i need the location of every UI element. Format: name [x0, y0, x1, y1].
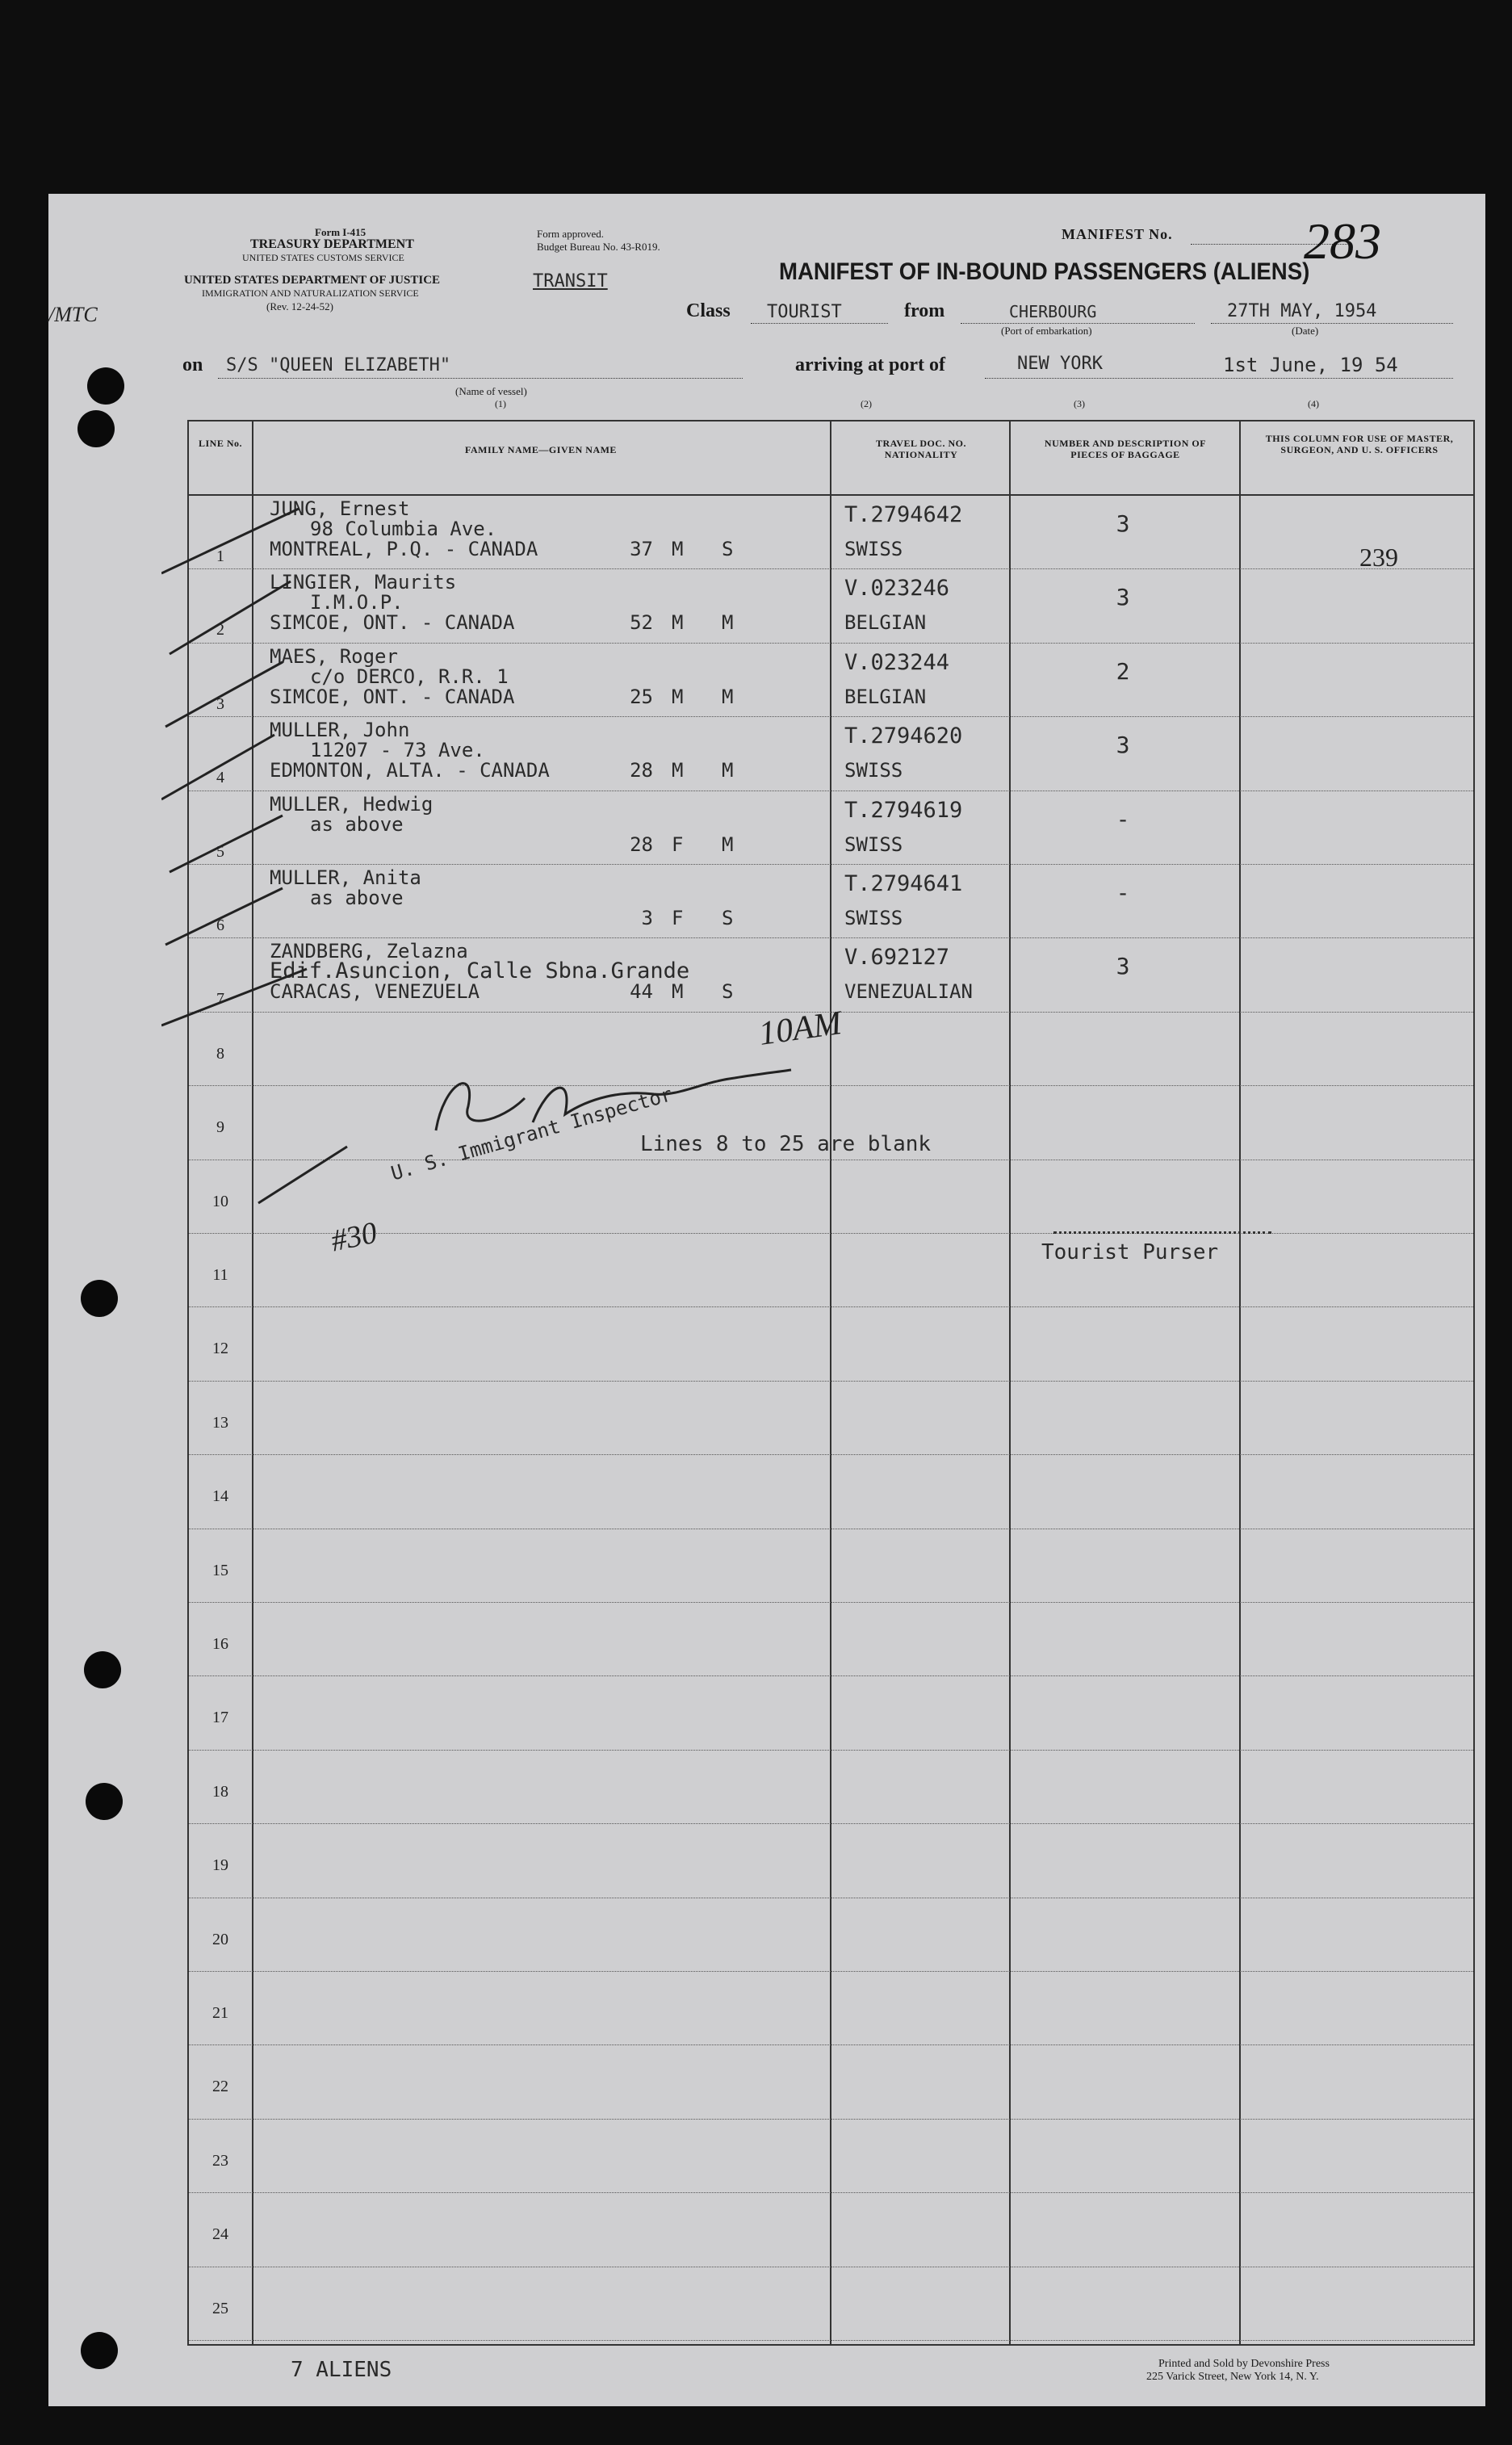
table-row — [189, 865, 1473, 938]
passenger-name: MAES, Roger — [270, 644, 398, 668]
passenger-address: 11207 - 73 Ave. — [310, 739, 485, 762]
line-number: 6 — [216, 916, 224, 934]
punch-hole — [77, 410, 115, 447]
dept-justice: UNITED STATES DEPARTMENT OF JUSTICE — [184, 274, 441, 287]
passenger-sex: F — [672, 907, 684, 929]
form-number: Form I-415 — [315, 226, 366, 238]
header-baggage: NUMBER AND DESCRIPTION OF PIECES OF BAGGAGE — [1044, 438, 1207, 460]
travel-doc-number: V.023246 — [844, 576, 950, 602]
passenger-age: 3 — [641, 907, 653, 929]
line-number: 15 — [212, 1561, 228, 1579]
table-row — [189, 717, 1473, 791]
column-number-2: (2) — [861, 398, 872, 409]
passenger-address: c/o DERCO, R.R. 1 — [310, 665, 509, 688]
line-number: 19 — [212, 1856, 228, 1875]
passenger-age: 44 — [630, 980, 653, 1004]
passenger-sex: M — [672, 759, 684, 782]
dept-treasury-sub: UNITED STATES CUSTOMS SERVICE — [242, 252, 404, 263]
line-number: 5 — [216, 842, 224, 861]
passenger-city: SIMCOE, ONT. - CANADA — [270, 685, 515, 708]
table-row — [189, 1603, 1473, 1676]
passenger-age: 28 — [630, 832, 653, 856]
nationality: SWISS — [844, 907, 903, 929]
embark-caption: (Port of embarkation) — [1001, 325, 1092, 337]
line-number: 1 — [216, 547, 224, 565]
passenger-table — [187, 420, 1475, 2346]
stamp-time: 10AM — [756, 1004, 844, 1053]
line-number: 4 — [216, 769, 224, 787]
nationality: BELGIAN — [844, 611, 927, 635]
passenger-sex: M — [672, 611, 684, 635]
from-label: from — [904, 300, 945, 321]
passenger-age: 25 — [630, 685, 653, 708]
passenger-marital-status: M — [722, 759, 734, 782]
passenger-city: EDMONTON, ALTA. - CANADA — [270, 759, 550, 782]
stamp-mark: #30 — [328, 1215, 380, 1259]
dept-treasury: TREASURY DEPARTMENT — [250, 237, 414, 251]
total-aliens: 7 ALIENS — [291, 2358, 392, 2382]
date-caption: (Date) — [1292, 325, 1319, 337]
class-label: Class — [686, 300, 731, 321]
vessel-name: S/S "QUEEN ELIZABETH" — [226, 355, 451, 375]
budget-bureau: Budget Bureau No. 43-R019. — [537, 241, 660, 253]
passenger-sex: M — [672, 685, 684, 708]
line-number: 8 — [216, 1044, 224, 1063]
header-line-no: LINE No. — [198, 438, 242, 449]
passenger-address: as above — [310, 812, 404, 836]
printer-line-1: Printed and Sold by Devonshire Press — [1158, 2358, 1330, 2370]
baggage-count: 3 — [1116, 584, 1130, 611]
passenger-age: 52 — [630, 611, 653, 635]
travel-doc-number: T.2794619 — [844, 797, 963, 823]
line-number: 24 — [212, 2225, 228, 2244]
dept-justice-sub: IMMIGRATION AND NATURALIZATION SERVICE — [202, 287, 419, 299]
passenger-name: MULLER, John — [270, 719, 410, 742]
table-row — [189, 1676, 1473, 1750]
baggage-count: 3 — [1116, 953, 1130, 980]
table-row — [189, 1898, 1473, 1972]
passenger-address: I.M.O.P. — [310, 591, 404, 614]
line-number: 14 — [212, 1487, 228, 1506]
line-number: 22 — [212, 2078, 228, 2096]
line-number: 18 — [212, 1782, 228, 1801]
from-value: CHERBOURG — [1009, 302, 1097, 321]
line-number: 10 — [212, 1192, 228, 1210]
punch-hole — [81, 1280, 118, 1317]
table-row — [189, 1529, 1473, 1603]
passenger-city: SIMCOE, ONT. - CANADA — [270, 611, 515, 635]
passenger-address: as above — [310, 887, 404, 909]
travel-doc-number: V.692127 — [844, 945, 950, 971]
line-number: 21 — [212, 2004, 228, 2022]
table-row — [189, 1972, 1473, 2045]
manifest-page — [48, 194, 1485, 2406]
table-row — [189, 1234, 1473, 1307]
header-name: FAMILY NAME—GIVEN NAME — [465, 444, 617, 455]
travel-doc-number: T.2794641 — [844, 871, 963, 896]
line-number: 16 — [212, 1635, 228, 1653]
table-row — [189, 569, 1473, 643]
line-number: 25 — [212, 2299, 228, 2317]
nationality: SWISS — [844, 759, 903, 782]
line-number: 7 — [216, 990, 224, 1009]
purser-label: Tourist Purser — [1041, 1240, 1219, 1264]
line-number: 9 — [216, 1118, 224, 1137]
passenger-name: LINGIER, Maurits — [270, 571, 457, 594]
table-row — [189, 2193, 1473, 2267]
passenger-marital-status: M — [722, 832, 734, 856]
line-number: 20 — [212, 1930, 228, 1948]
passenger-marital-status: S — [722, 907, 734, 929]
line-number: 12 — [212, 1340, 228, 1358]
date-value: 27TH MAY, 1954 — [1227, 301, 1377, 321]
line-number: 3 — [216, 694, 224, 713]
table-row — [189, 1307, 1473, 1381]
manifest-number-label: MANIFEST No. — [1062, 226, 1173, 242]
margin-mark: /MTC — [48, 303, 98, 326]
header-travel-doc: TRAVEL DOC. NO. NATIONALITY — [876, 438, 966, 460]
passenger-name: JUNG, Ernest — [270, 497, 410, 520]
passenger-name: MULLER, Hedwig — [270, 792, 433, 816]
passenger-city: MONTREAL, P.Q. - CANADA — [270, 538, 538, 560]
blank-lines-note: Lines 8 to 25 are blank — [640, 1132, 932, 1156]
vessel-caption: (Name of vessel) — [455, 385, 527, 397]
baggage-count: 2 — [1116, 657, 1130, 685]
manifest-number: 283 — [1304, 212, 1381, 270]
table-row — [189, 496, 1473, 569]
header-officers: THIS COLUMN FOR USE OF MASTER, SURGEON, AND U. S. OFFICERS — [1265, 433, 1454, 455]
column-number-4: (4) — [1308, 398, 1319, 409]
nationality: SWISS — [844, 832, 903, 856]
arriving-label: arriving at port of — [795, 354, 945, 375]
table-body — [189, 496, 1473, 2344]
passenger-address: 98 Columbia Ave. — [310, 518, 497, 540]
form-rev: (Rev. 12-24-52) — [266, 300, 333, 312]
on-label: on — [182, 354, 203, 375]
travel-doc-number: T.2794642 — [844, 502, 963, 527]
table-row — [189, 2045, 1473, 2119]
baggage-count: 3 — [1116, 732, 1130, 759]
passenger-marital-status: M — [722, 611, 734, 635]
table-row — [189, 1382, 1473, 1455]
line-number: 17 — [212, 1709, 228, 1727]
passenger-name: ZANDBERG, Zelazna — [270, 940, 468, 963]
inspector-stamp: U. S. Immigrant Inspector — [388, 1082, 676, 1185]
passenger-sex: M — [672, 538, 684, 560]
table-row — [189, 2120, 1473, 2193]
passenger-age: 28 — [630, 759, 653, 782]
line-number: 23 — [212, 2151, 228, 2170]
passenger-sex: M — [672, 980, 684, 1004]
passenger-name: MULLER, Anita — [270, 866, 421, 889]
baggage-count: 3 — [1116, 510, 1130, 537]
table-row — [189, 2267, 1473, 2341]
transit-label: TRANSIT — [533, 271, 608, 291]
table-row — [189, 1455, 1473, 1529]
manifest-title: MANIFEST OF IN-BOUND PASSENGERS (ALIENS) — [779, 258, 1310, 285]
passenger-marital-status: S — [722, 980, 734, 1004]
passenger-address: Edif.Asuncion, Calle Sbna.Grande — [270, 958, 690, 984]
line-number: 2 — [216, 621, 224, 640]
travel-doc-number: V.023244 — [844, 649, 950, 675]
punch-hole — [84, 1651, 121, 1688]
passenger-city: CARACAS, VENEZUELA — [270, 980, 480, 1004]
nationality: BELGIAN — [844, 685, 927, 708]
table-row — [189, 1160, 1473, 1234]
line-number: 13 — [212, 1413, 228, 1432]
tally-marks — [161, 493, 363, 1268]
table-row — [189, 791, 1473, 865]
passenger-sex: F — [672, 832, 684, 856]
nationality: SWISS — [844, 538, 903, 560]
punch-hole — [81, 2332, 118, 2369]
baggage-count: - — [1116, 879, 1130, 906]
line-number: 11 — [212, 1266, 228, 1284]
class-value: TOURIST — [767, 302, 842, 322]
table-row — [189, 1751, 1473, 1824]
column-number-3: (3) — [1074, 398, 1085, 409]
table-row — [189, 938, 1473, 1012]
purser-signature-line — [1053, 1231, 1271, 1234]
punch-hole — [87, 367, 124, 405]
punch-hole — [86, 1783, 123, 1820]
passenger-age: 37 — [630, 538, 653, 560]
officer-note: 239 — [1359, 543, 1398, 572]
passenger-marital-status: S — [722, 538, 734, 560]
printer-line-2: 225 Varick Street, New York 14, N. Y. — [1146, 2371, 1319, 2383]
column-number-1: (1) — [495, 398, 506, 409]
table-row — [189, 644, 1473, 717]
table-row — [189, 1824, 1473, 1898]
arrival-date: 1st June, 19 54 — [1223, 354, 1398, 376]
baggage-count: - — [1116, 805, 1130, 832]
port-value: NEW YORK — [1017, 354, 1103, 374]
form-approved: Form approved. — [537, 228, 605, 240]
passenger-marital-status: M — [722, 685, 734, 708]
nationality: VENEZUALIAN — [844, 980, 973, 1004]
travel-doc-number: T.2794620 — [844, 723, 963, 749]
